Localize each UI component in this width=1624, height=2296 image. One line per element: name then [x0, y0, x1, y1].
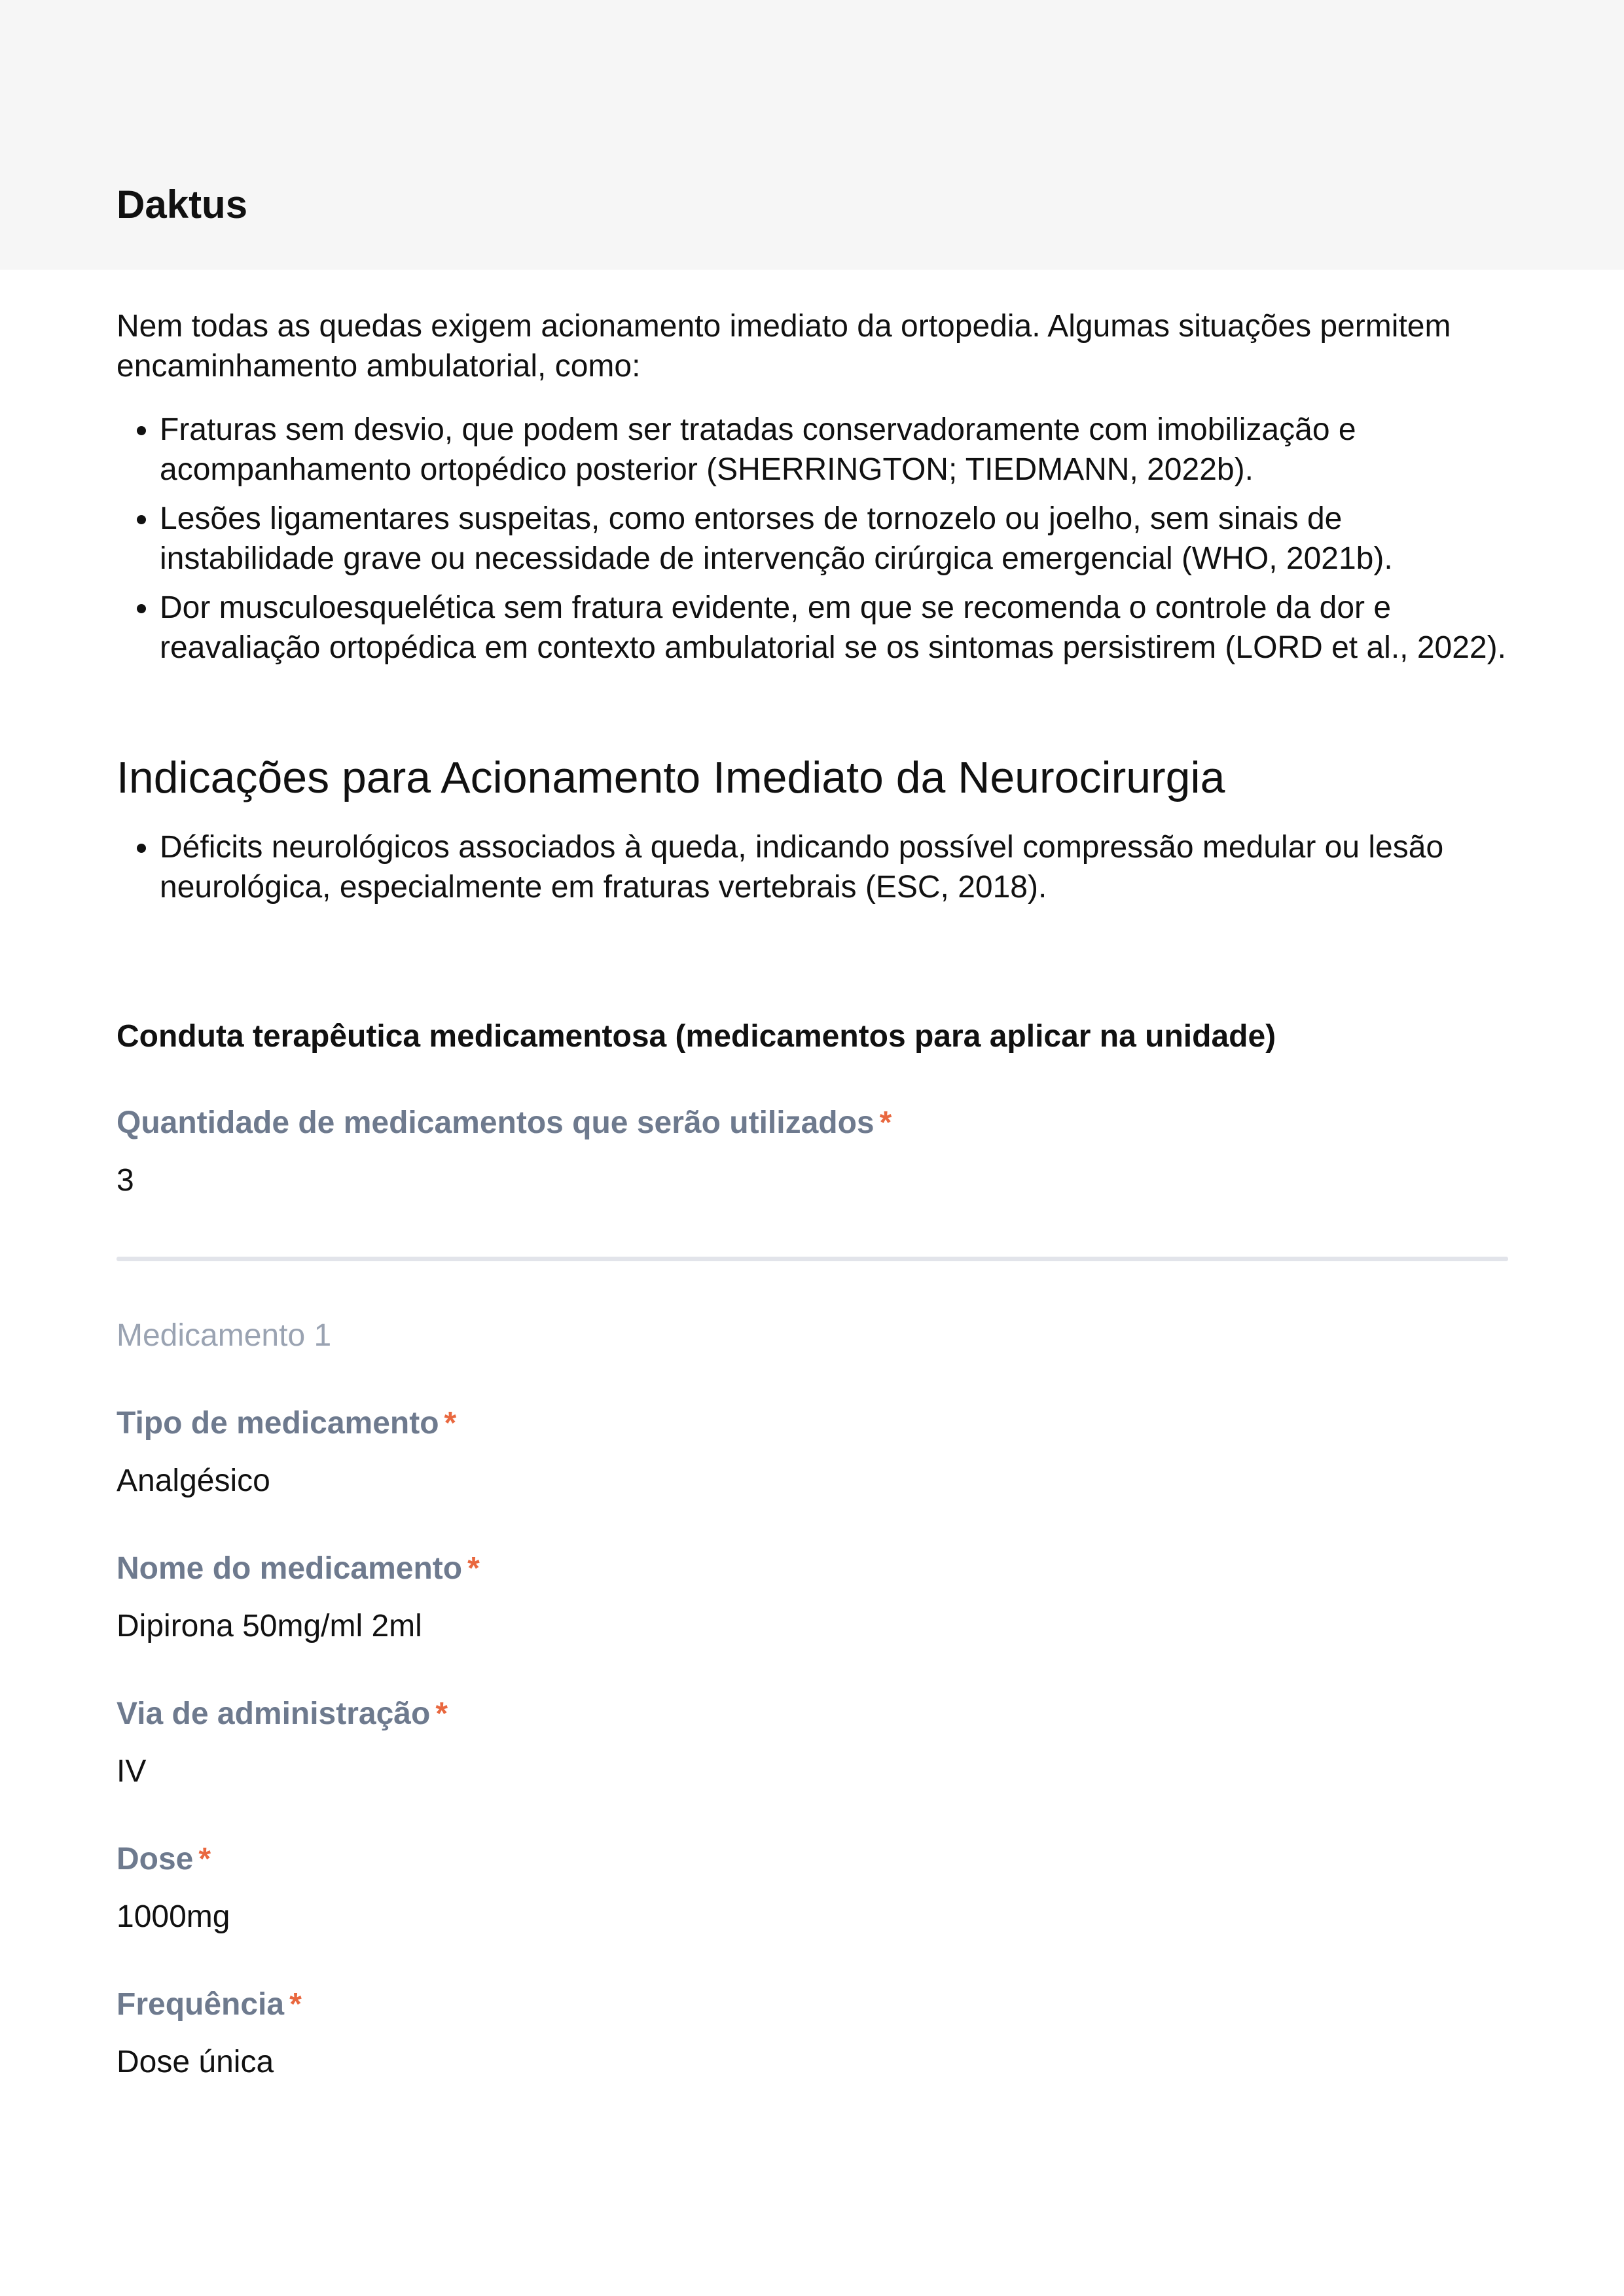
document-body [117, 306, 1508, 2082]
quantity-field [117, 1103, 1508, 1200]
field-label: Dose * [117, 1842, 211, 1876]
brand-title: Daktus [117, 183, 248, 226]
neuro-heading: Indicações para Acionamento Imediato da Neurocirurgia [117, 753, 1225, 802]
list-item: • Lesões ligamentares suspeitas, como entorses de tornozelo ou joelho, sem sinais de instabilidade grave ou necessidade de intervenção cirúrgica emergencial (WHO, 2021b). [160, 499, 1508, 579]
field-label: Tipo de medicamento * [117, 1406, 457, 1441]
frequency-field [117, 1985, 1508, 2082]
field-label: Frequência * [117, 1987, 302, 2022]
medication-name-field [117, 1549, 1508, 1646]
ortho-list [117, 410, 1508, 668]
list-item: • Déficits neurológicos associados à queda, indicando possível compressão medular ou lesão neurológica, especialmente em fraturas vertebrais (ESC, 2018). [160, 827, 1508, 907]
field-value: Analgésico [117, 1463, 270, 1498]
medication-1-heading: Medicamento 1 [117, 1318, 332, 1353]
required-asterisk: * [435, 1696, 448, 1731]
field-value: 3 [117, 1163, 134, 1198]
medication-type-field [117, 1404, 1508, 1501]
field-value: 1000mg [117, 1899, 230, 1934]
administration-route-field [117, 1695, 1508, 1791]
neuro-list [117, 827, 1508, 907]
field-value: Dipirona 50mg/ml 2ml [117, 1609, 422, 1643]
field-value: Dose única [117, 2045, 274, 2079]
required-asterisk: * [289, 1987, 302, 2022]
field-label: Nome do medicamento * [117, 1551, 480, 1586]
field-label: Quantidade de medicamentos que serão utilizados * [117, 1105, 892, 1140]
dose-field [117, 1840, 1508, 1937]
required-asterisk: * [879, 1105, 892, 1140]
required-asterisk: * [467, 1551, 480, 1586]
list-item: • Dor musculoesquelética sem fratura evidente, em que se recomenda o controle da dor e reavaliação ortopédica em contexto ambulatorial se os sintomas persistirem (LORD et al., 2022). [160, 588, 1508, 668]
field-value: IV [117, 1754, 147, 1789]
ortho-intro: Nem todas as quedas exigem acionamento imediato da ortopedia. Algumas situações permitem encaminhamento ambulatorial, como: [117, 309, 1451, 384]
section-divider [117, 1257, 1508, 1261]
required-asterisk: * [444, 1406, 457, 1441]
page-header [0, 0, 1624, 270]
required-asterisk: * [198, 1842, 211, 1876]
field-label: Via de administração * [117, 1696, 448, 1731]
list-item: • Fraturas sem desvio, que podem ser tratadas conservadoramente com imobilização e acompanhamento ortopédico posterior (SHERRINGTON; TIEDMANN, 2022b). [160, 410, 1508, 490]
therapy-section-title: Conduta terapêutica medicamentosa (medicamentos para aplicar na unidade) [117, 1019, 1276, 1054]
